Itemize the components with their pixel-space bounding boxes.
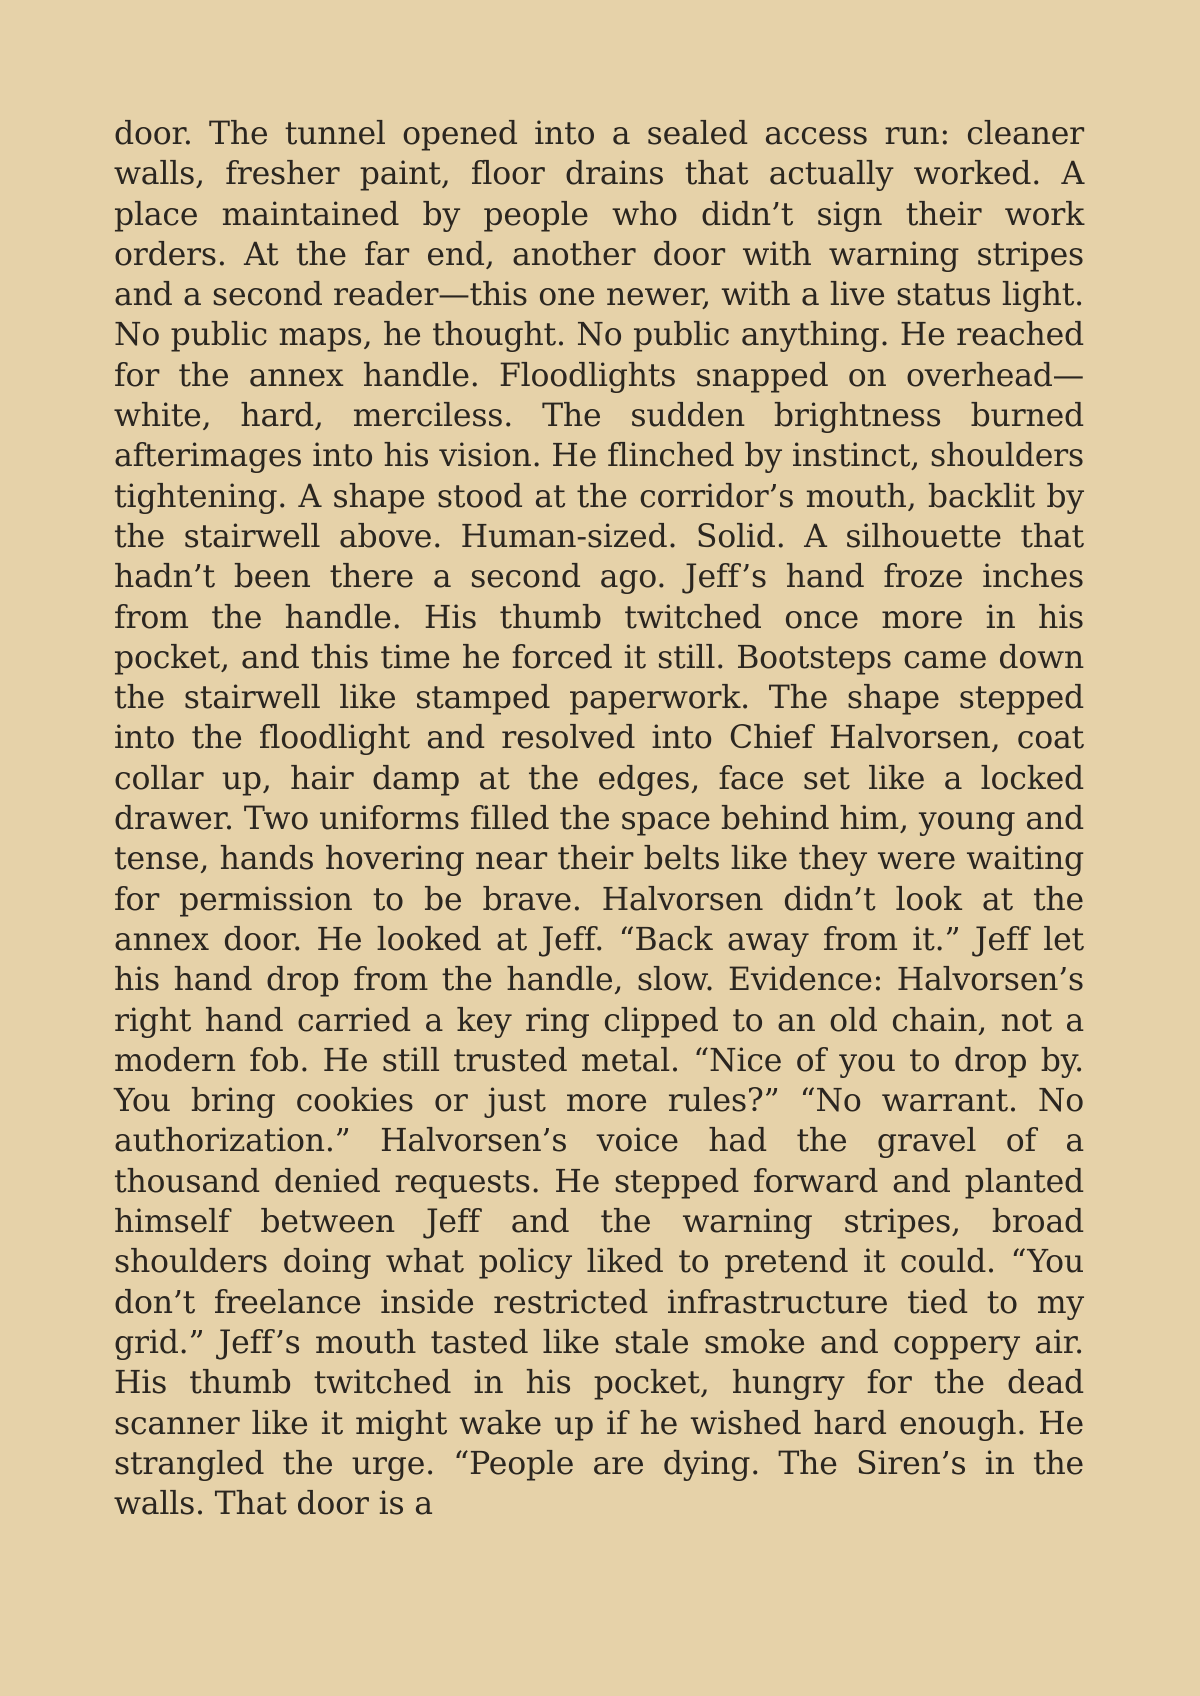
body-paragraph: door. The tunnel opened into a sealed access run: cleaner walls, fresher paint, floor drains that actually worked. A place maintained by people who didn’t sign their work orders. At the far end, another door with warning stripes and a second reader—this one newer, with a live status light. No public maps, he thought. No public anything. He reached for the annex handle. Floodlights snapped on overhead—white, hard, merciless. The sudden brightness burned afterimages into his vision. He flinched by instinct, shoulders tightening. A shape stood at the corridor’s mouth, backlit by the stairwell above. Human-sized. Solid. A silhouette that hadn’t been there a second ago. Jeff’s hand froze inches from the handle. His thumb twitched once more in his pocket, and this time he forced it still. Bootsteps came down the stairwell like stamped paperwork. The shape stepped into the floodlight and resolved into Chief Halvorsen, coat collar up, hair damp at the edges, face set like a locked drawer. Two uniforms filled the space behind him, young and tense, hands hovering near their belts like they were waiting for permission to be brave. Halvorsen didn’t look at the annex door. He looked at Jeff. “Back away from it.” Jeff let his hand drop from the handle, slow. Evidence: Halvorsen’s right hand carried a key ring clipped to an old chain, not a modern fob. He still trusted metal. “Nice of you to drop by. You bring cookies or just more rules?” “No warrant. No authorization.” Halvorsen’s voice had the gravel of a thousand denied requests. He stepped forward and planted himself between Jeff and the warning stripes, broad shoulders doing what policy liked to pretend it could. “You don’t freelance inside restricted infrastructure tied to my grid.” Jeff’s mouth tasted like stale smoke and coppery air. His thumb twitched in his pocket, hungry for the dead scanner like it might wake up if he wished hard enough. He strangled the urge. “People are dying. The Siren’s in the walls. That door is a <box>114 116 1084 1523</box>
